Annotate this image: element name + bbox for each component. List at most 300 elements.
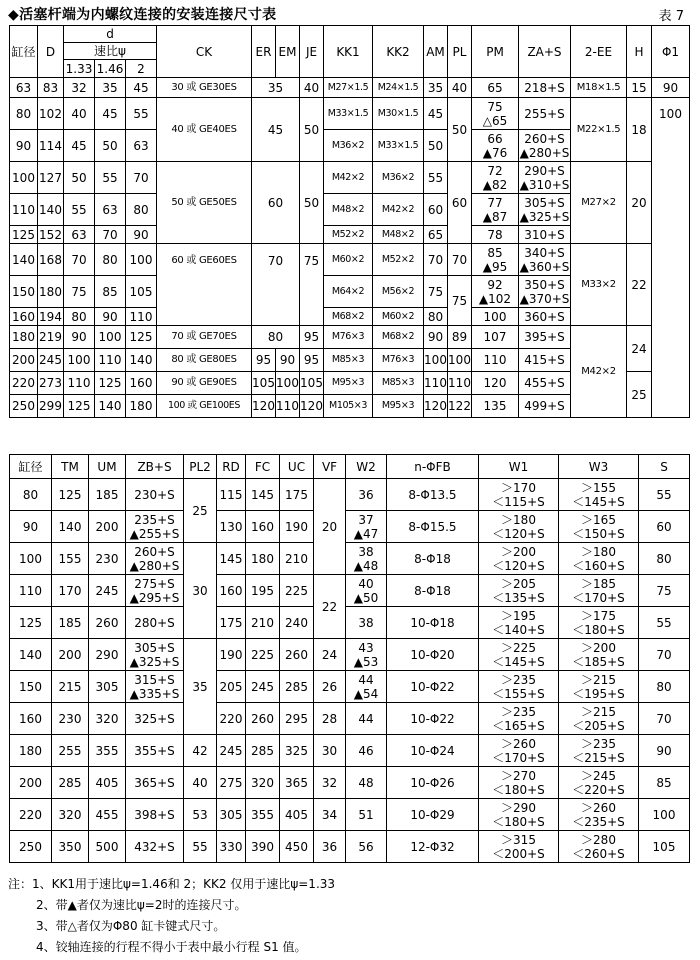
cell-ZAS-value: 350+S [524, 277, 565, 292]
cell-KK2: M36×2 [373, 162, 424, 194]
cell-UC: 450 [280, 831, 314, 863]
cell-W3-max: ＞165 [581, 512, 616, 527]
cell-VF: 30 [314, 735, 346, 767]
cell-d2: 100 [95, 326, 126, 349]
cell-phi1: 90 [652, 78, 690, 98]
cell-EE: M27×2 [571, 162, 627, 244]
cell-D: 83 [38, 78, 64, 98]
cell-d2: 140 [95, 395, 126, 418]
cell-W3-max: ＞215 [581, 672, 616, 687]
cell-PL: 110 [448, 372, 472, 395]
cell-UM: 185 [89, 479, 126, 511]
cell-W1-max: ＞315 [501, 832, 536, 847]
cell-CK: 90 或 GE90ES [157, 372, 252, 395]
cell-nFB: 8-Φ18 [387, 575, 479, 607]
cell-ZAS: 415+S [519, 349, 571, 372]
cell-TM: 125 [52, 479, 89, 511]
cell-VF: 34 [314, 799, 346, 831]
cell-AM: 65 [424, 226, 448, 244]
cell-W3 [559, 799, 639, 831]
cell-nFB: 8-Φ18 [387, 543, 479, 575]
cell-W2-alt: ▲53 [353, 654, 379, 669]
cell-PM-alt: ▲95 [482, 259, 508, 274]
cell-UM: 455 [89, 799, 126, 831]
cell-W3-max: ＞185 [581, 576, 616, 591]
header-ratio-2: 1.46 [95, 60, 126, 78]
cell-bore: 200 [10, 349, 38, 372]
cell-W1 [479, 607, 559, 639]
cell-d2: 90 [95, 308, 126, 326]
cell-W3-min: ＜215+S [572, 750, 625, 765]
cell-nFB: 10-Φ20 [387, 639, 479, 671]
cell-W1-min: ＜155+S [492, 686, 545, 701]
cell-ZBS-alt: ▲255+S [129, 526, 180, 541]
cell-bore: 150 [10, 671, 52, 703]
cell-d3: 70 [126, 162, 157, 194]
cell-nFB: 8-Φ13.5 [387, 479, 479, 511]
cell-ZBS: 355+S [126, 735, 184, 767]
cell-W1-max: ＞180 [501, 512, 536, 527]
cell-FC: 225 [246, 639, 280, 671]
header-ZBS: ZB+S [126, 455, 184, 479]
cell-W1 [479, 735, 559, 767]
cell-KK2: M24×1.5 [373, 78, 424, 98]
header-phi1: Φ1 [652, 26, 690, 78]
cell-W1 [479, 511, 559, 543]
cell-ZAS [519, 130, 571, 162]
cell-KK2: M42×2 [373, 194, 424, 226]
cell-W3 [559, 703, 639, 735]
cell-PM [472, 244, 519, 276]
cell-W3-min: ＜160+S [572, 558, 625, 573]
cell-S: 100 [639, 799, 690, 831]
cell-W1 [479, 575, 559, 607]
cell-RD: 145 [217, 543, 246, 575]
cell-d3: 125 [126, 326, 157, 349]
cell-KK2: M95×3 [373, 395, 424, 418]
cell-FC: 210 [246, 607, 280, 639]
cell-TM: 185 [52, 607, 89, 639]
cell-EM: 100 [276, 372, 300, 395]
cell-ER: 70 [252, 244, 300, 326]
cell-KK2: M48×2 [373, 226, 424, 244]
cell-AM: 90 [424, 326, 448, 349]
header-ratio-1: 1.33 [64, 60, 95, 78]
cell-AM: 120 [424, 395, 448, 418]
cell-UM: 200 [89, 511, 126, 543]
cell-PL: 40 [448, 78, 472, 98]
table-row [10, 703, 690, 735]
table-row [10, 735, 690, 767]
cell-d3: 105 [126, 276, 157, 308]
cell-KK1: M95×3 [324, 372, 373, 395]
cell-ZAS: 360+S [519, 308, 571, 326]
cell-W2-value: 38 [358, 544, 374, 559]
cell-D: 152 [39, 227, 62, 242]
header-PL: PL [448, 26, 472, 78]
cell-d1: 55 [64, 194, 95, 226]
cell-W2 [346, 639, 387, 671]
header-JE: JE [300, 26, 324, 78]
title-row [8, 4, 692, 24]
table-number: 表 7 [658, 9, 684, 24]
cell-TM: 155 [52, 543, 89, 575]
cell-AM: 75 [424, 276, 448, 308]
cell-nFB: 10-Φ22 [387, 671, 479, 703]
cell-W1 [479, 799, 559, 831]
cell-bore: 125 [10, 607, 52, 639]
cell-PL: 122 [448, 395, 472, 418]
cell-W1-min: ＜120+S [492, 558, 545, 573]
header-bore: 缸径 [10, 455, 52, 479]
cell-PM-value: 66 [487, 131, 503, 146]
cell-W2: 51 [346, 799, 387, 831]
cell-PM-alt: ▲87 [482, 209, 508, 224]
cell-W3-min: ＜180+S [572, 622, 625, 637]
cell-ZAS-value: 260+S [524, 131, 565, 146]
cell-ZAS: 218+S [519, 78, 571, 98]
header-H: H [627, 26, 652, 78]
cell-W3-min: ＜145+S [572, 494, 625, 509]
cell-d2: 50 [95, 130, 126, 162]
cell-ER: 45 [252, 98, 300, 162]
cell-S: 60 [639, 511, 690, 543]
cell-bore: 150 [10, 276, 38, 308]
cell-UM: 305 [89, 671, 126, 703]
cell-FC: 160 [246, 511, 280, 543]
cell-PL: 60 [448, 162, 472, 244]
cell-S: 105 [639, 831, 690, 863]
cell-nFB: 10-Φ26 [387, 767, 479, 799]
cell-ZBS: 432+S [126, 831, 184, 863]
cell-bore: 160 [10, 703, 52, 735]
cell-S: 75 [639, 575, 690, 607]
cell-W3 [559, 639, 639, 671]
cell-CK: 70 或 GE70ES [157, 326, 252, 349]
header-d: d [64, 26, 157, 43]
cell-UM: 245 [89, 575, 126, 607]
cell-d2: 80 [95, 244, 126, 276]
cell-PM [472, 276, 519, 308]
cell-KK1: M42×2 [324, 162, 373, 194]
cell-VF: 36 [314, 831, 346, 863]
cell-bore: 140 [10, 639, 52, 671]
dimension-table-1 [9, 25, 690, 418]
cell-PM [472, 194, 519, 226]
cell-bore: 80 [10, 479, 52, 511]
cell-UM: 230 [89, 543, 126, 575]
cell-PL2: 25 [184, 479, 217, 543]
cell-W1-min: ＜135+S [492, 590, 545, 605]
cell-KK1: M76×3 [324, 326, 373, 349]
cell-RD: 305 [217, 799, 246, 831]
cell-UC: 210 [280, 543, 314, 575]
cell-bore: 180 [10, 326, 38, 349]
cell-UC: 405 [280, 799, 314, 831]
cell-d1: 80 [64, 308, 95, 326]
cell-W3-max: ＞200 [581, 640, 616, 655]
cell-W2 [346, 511, 387, 543]
cell-W1-min: ＜145+S [492, 654, 545, 669]
cell-ZAS-alt: ▲370+S [519, 291, 570, 306]
cell-CK: 80 或 GE80ES [157, 349, 252, 372]
cell-RD: 175 [217, 607, 246, 639]
cell-AM: 55 [424, 162, 448, 194]
cell-ZAS-alt: ▲280+S [519, 145, 570, 160]
cell-ZBS-value: 275+S [134, 576, 175, 591]
cell-KK2: M76×3 [373, 349, 424, 372]
cell-D: 102 [38, 98, 64, 130]
cell-d3: 100 [126, 244, 157, 276]
cell-UC: 295 [280, 703, 314, 735]
cell-d2: 55 [95, 162, 126, 194]
cell-RD: 330 [217, 831, 246, 863]
cell-ZAS [519, 194, 571, 226]
cell-UC: 240 [280, 607, 314, 639]
cell-UC: 285 [280, 671, 314, 703]
header-CK: CK [157, 26, 252, 78]
table-row [10, 244, 690, 276]
cell-JE: 95 [300, 349, 324, 372]
header-TM: TM [52, 455, 89, 479]
cell-d1: 40 [64, 98, 95, 130]
cell-W2-value: 40 [358, 576, 374, 591]
cell-D: 140 [38, 194, 64, 226]
table-row [10, 543, 690, 575]
cell-W1-max: ＞270 [501, 768, 536, 783]
header-ZAS: ZA+S [519, 26, 571, 78]
cell-AM: 50 [424, 130, 448, 162]
cell-d3: 90 [126, 226, 157, 244]
note-3: 3、带△者仅为Φ80 缸卡键式尺寸。 [36, 919, 226, 933]
cell-W1 [479, 479, 559, 511]
cell-EE: M33×2 [571, 244, 627, 326]
cell-FC: 195 [246, 575, 280, 607]
cell-D: 273 [38, 372, 64, 395]
cell-D: 127 [38, 162, 64, 194]
cell-ER: 60 [252, 162, 300, 244]
cell-TM: 255 [52, 735, 89, 767]
cell-W2-alt: ▲47 [353, 526, 379, 541]
cell-W3 [559, 767, 639, 799]
header-RD: RD [217, 455, 246, 479]
cell-KK2: M85×3 [373, 372, 424, 395]
cell-ZBS [126, 671, 184, 703]
header-VF: VF [314, 455, 346, 479]
cell-ZBS [126, 543, 184, 575]
cell-UM: 355 [89, 735, 126, 767]
cell-ZBS: 325+S [126, 703, 184, 735]
cell-W1-min: ＜180+S [492, 814, 545, 829]
cell-ZAS: 310+S [519, 226, 571, 244]
cell-W1-min: ＜180+S [492, 782, 545, 797]
cell-bore: 110 [10, 194, 38, 226]
cell-S: 80 [639, 543, 690, 575]
cell-bore: 160 [10, 308, 38, 326]
cell-KK2: M30×1.5 [373, 98, 424, 130]
cell-EM: 90 [276, 349, 300, 372]
cell-AM: 45 [424, 98, 448, 130]
cell-W2: 46 [346, 735, 387, 767]
header-W3: W3 [559, 455, 639, 479]
header-PM: PM [472, 26, 519, 78]
cell-ZBS-alt: ▲335+S [129, 686, 180, 701]
cell-W1-max: ＞235 [501, 672, 536, 687]
cell-ZAS-value: 290+S [524, 163, 565, 178]
cell-d3: 140 [126, 349, 157, 372]
cell-CK: 30 或 GE30ES [157, 78, 252, 98]
cell-W3 [559, 671, 639, 703]
cell-S: 70 [639, 639, 690, 671]
cell-PM-value: 92 [487, 277, 503, 292]
cell-RD: 190 [217, 639, 246, 671]
cell-S: 80 [639, 671, 690, 703]
cell-ZBS: 398+S [126, 799, 184, 831]
cell-W1 [479, 639, 559, 671]
cell-W3-max: ＞175 [581, 608, 616, 623]
cell-W1 [479, 543, 559, 575]
cell-KK1: M27×1.5 [324, 78, 373, 98]
header-nFB: n-ΦFB [387, 455, 479, 479]
cell-d1: 100 [64, 349, 95, 372]
cell-d3: 160 [126, 372, 157, 395]
cell-phi1: 100 [652, 98, 690, 418]
cell-bore: 100 [10, 162, 38, 194]
note-2: 2、带▲者仅为速比ψ=2时的连接尺寸。 [36, 898, 247, 912]
cell-bore: 90 [10, 130, 38, 162]
cell-W2-value: 43 [358, 640, 374, 655]
cell-d1: 125 [64, 395, 95, 418]
cell-bore: 180 [10, 735, 52, 767]
cell-EE: M22×1.5 [571, 98, 627, 162]
cell-AM: 60 [424, 194, 448, 226]
cell-W2: 48 [346, 767, 387, 799]
header-speed-ratio: 速比ψ [64, 43, 157, 60]
table-row [10, 575, 690, 607]
cell-bore: 125 [10, 226, 38, 244]
cell-W3 [559, 575, 639, 607]
cell-TM: 215 [52, 671, 89, 703]
cell-W1-min: ＜165+S [492, 718, 545, 733]
cell-RD: 275 [217, 767, 246, 799]
cell-W1-max: ＞205 [501, 576, 536, 591]
cell-PM-value: 85 [487, 245, 503, 260]
cell-RD: 205 [217, 671, 246, 703]
cell-JE: 75 [300, 244, 324, 326]
cell-S: 55 [639, 607, 690, 639]
cell-ZAS: 395+S [519, 326, 571, 349]
cell-d3: 180 [126, 395, 157, 418]
cell-PM: 78 [472, 226, 519, 244]
cell-PM-value: 75 [487, 99, 503, 114]
table-row [10, 78, 690, 98]
cell-W1 [479, 671, 559, 703]
cell-FC: 320 [246, 767, 280, 799]
cell-PL2: 42 [184, 735, 217, 767]
cell-PM: 120 [472, 372, 519, 395]
cell-D: 219 [38, 326, 64, 349]
cell-PM [472, 130, 519, 162]
cell-nFB: 10-Φ22 [387, 703, 479, 735]
header-S: S [639, 455, 690, 479]
cell-W3-min: ＜185+S [572, 654, 625, 669]
cell-d2: 63 [95, 194, 126, 226]
cell-PM-alt: ▲76 [482, 145, 508, 160]
cell-S: 90 [639, 735, 690, 767]
cell-d3: 63 [126, 130, 157, 162]
cell-W1-min: ＜170+S [492, 750, 545, 765]
cell-UC: 325 [280, 735, 314, 767]
cell-UC: 190 [280, 511, 314, 543]
cell-VF: 26 [314, 671, 346, 703]
cell-d3: 110 [126, 308, 157, 326]
cell-PM [472, 162, 519, 194]
cell-ZAS [519, 244, 571, 276]
cell-W2-value: 44 [358, 672, 374, 687]
cell-ZBS-value: 235+S [134, 512, 175, 527]
cell-PM-value: 77 [487, 195, 503, 210]
cell-CK: 100 或 GE100ES [157, 395, 252, 418]
cell-TM: 350 [52, 831, 89, 863]
header-UC: UC [280, 455, 314, 479]
cell-ZAS-value: 305+S [524, 195, 565, 210]
cell-W3-min: ＜205+S [572, 718, 625, 733]
table-title: ◆活塞杆端为内螺纹连接的安装连接尺寸表 [8, 7, 277, 23]
cell-ZBS [126, 575, 184, 607]
cell-CK: 40 或 GE40ES [157, 98, 252, 162]
cell-UC: 260 [280, 639, 314, 671]
cell-AM: 110 [424, 372, 448, 395]
cell-H: 15 [627, 78, 652, 98]
cell-W1-min: ＜200+S [492, 846, 545, 861]
cell-d1: 75 [64, 276, 95, 308]
cell-KK1: M33×1.5 [324, 98, 373, 130]
cell-W2: 44 [346, 703, 387, 735]
cell-PL: 100 [448, 349, 472, 372]
cell-D: 194 [39, 309, 62, 324]
cell-d2: 85 [95, 276, 126, 308]
table-row [10, 326, 690, 349]
cell-nFB: 10-Φ29 [387, 799, 479, 831]
cell-ZBS-value: 305+S [134, 640, 175, 655]
cell-PM-alt: △65 [482, 113, 508, 128]
cell-W3 [559, 511, 639, 543]
cell-ZAS [519, 276, 571, 308]
cell-ZBS-alt: ▲325+S [129, 654, 180, 669]
cell-W3-min: ＜260+S [572, 846, 625, 861]
cell-bore: 140 [10, 244, 38, 276]
cell-W1-max: ＞260 [501, 736, 536, 751]
cell-FC: 245 [246, 671, 280, 703]
cell-S: 55 [639, 479, 690, 511]
cell-FC: 355 [246, 799, 280, 831]
cell-W2: 38 [346, 607, 387, 639]
cell-KK1: M105×3 [324, 395, 373, 418]
cell-W2 [346, 671, 387, 703]
cell-W1-max: ＞195 [501, 608, 536, 623]
cell-W3 [559, 543, 639, 575]
cell-W1-max: ＞200 [501, 544, 536, 559]
cell-ZAS-value: 340+S [524, 245, 565, 260]
table-row [10, 479, 690, 511]
cell-FC: 285 [246, 735, 280, 767]
cell-KK1: M85×3 [324, 349, 373, 372]
cell-KK1: M60×2 [324, 244, 373, 276]
cell-PL2: 30 [184, 543, 217, 639]
cell-bore: 250 [10, 395, 38, 418]
cell-KK1: M68×2 [324, 308, 373, 326]
cell-nFB: 10-Φ24 [387, 735, 479, 767]
